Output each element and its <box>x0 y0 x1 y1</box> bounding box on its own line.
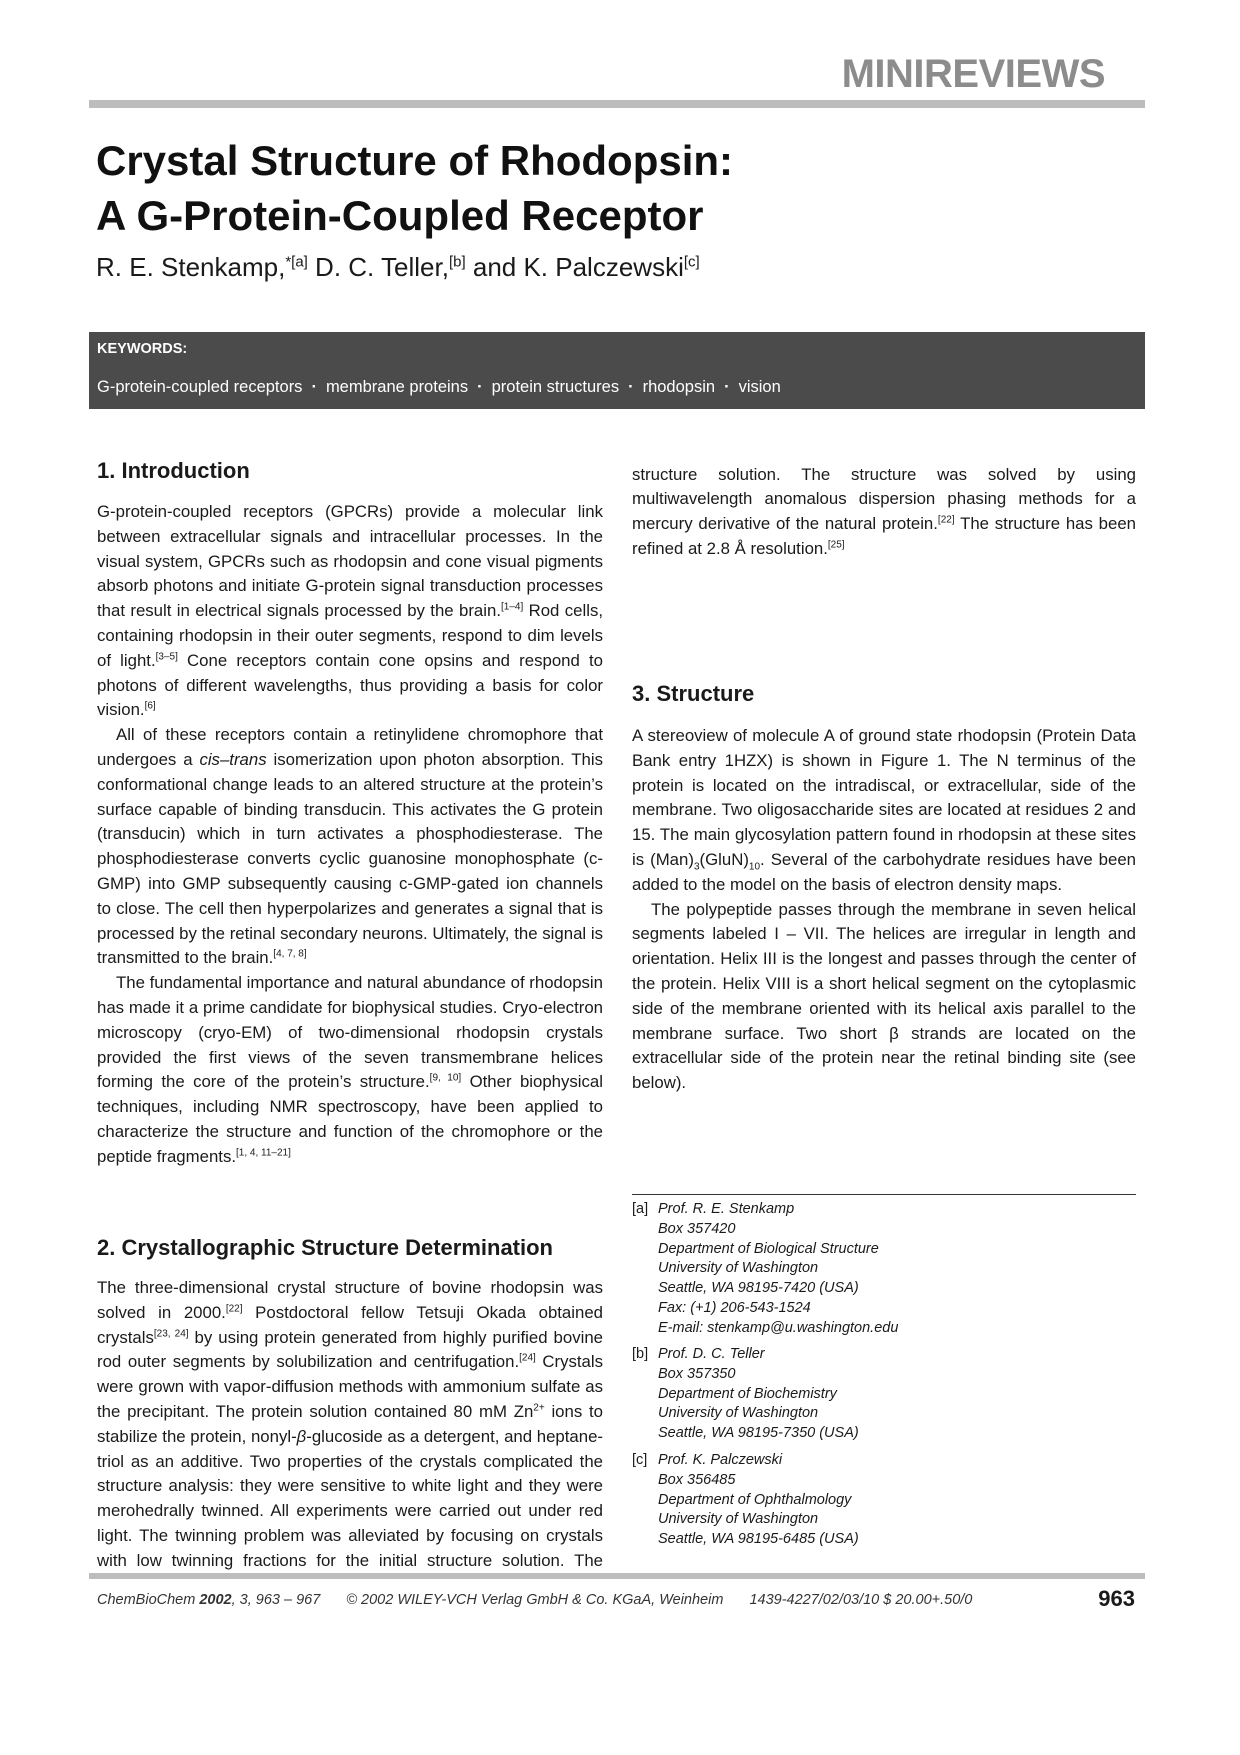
title-line-1: Crystal Structure of Rhodopsin: <box>96 137 734 184</box>
keyword-item: membrane proteins <box>325 378 469 396</box>
keyword-separator: · <box>628 378 634 396</box>
citation: [1, 4, 11–21] <box>236 1147 291 1159</box>
intro-paragraph-2 <box>97 723 603 971</box>
affiliation-line: University of Washington <box>658 1405 819 1422</box>
intro-paragraph-1 <box>97 500 603 723</box>
affiliation-line: Seattle, WA 98195-7420 (USA) <box>658 1280 859 1297</box>
citation: [1–4] <box>500 601 524 613</box>
text-run: The fundamental importance and natural abundance of rhodopsin has made it a prime candidate for biophysical studies. Cryo-electron microscopy (cryo-EM) of two-dimensional rhodopsin crystals provided the first views of the seven transmembrane helices forming the core of the protein’s structure. <box>97 973 603 1092</box>
affiliation-label: [c] <box>632 1452 648 1468</box>
citation: [22] <box>937 514 955 526</box>
structure-paragraph-2: The polypeptide passes through the membrane in seven helical segments labeled I – VII. The helices are irregular in length and orientation. Helix III is the longest and passes through the center of the protein. Helix VIII is a short helical segment on the cytoplasmic side of the membrane oriented with its helical axis parallel to the membrane surface. Two short β strands are located on the extracellular side of the protein near the retinal binding site (see below). <box>632 899 1136 1093</box>
affiliation-label: [a] <box>632 1201 649 1217</box>
text-run: . Several of the carbohydrate residues have been added to the model on the basis of electron density maps. <box>632 849 1136 894</box>
text-run: The three-dimensional crystal structure of bovine rhodopsin was solved in 2000. <box>97 1278 603 1322</box>
text-run: isomerization upon photon absorption. This conformational change leads to an altered structure at the protein’s surface capable of binding transducin. This activates the G protein (transducin) which in turn activates a phosphodiesterase. The phosphodiesterase converts cyclic guanosine monophosphate (c-GMP) into GMP subsequently causing c-GMP-gated ion channels to close. The cell then hyperpolarizes and generates a signal that is processed by the retinal secondary neurons. Ultimately, the signal is transmitted to the brain. <box>97 749 604 968</box>
journal-name: ChemBioChem <box>97 1592 200 1608</box>
affiliation-line: Prof. R. E. Stenkamp <box>658 1201 795 1217</box>
crystal-paragraph-1-continued <box>632 463 1136 562</box>
citation: [25] <box>827 539 845 551</box>
text-run: G-protein-coupled receptors (GPCRs) provide a molecular link between extracellular signals and intracellular processes. In the visual system, GPCRs such as rhodopsin and cone visual pigments absorb photons and initiate G-protein signal transduction processes that result in electrical signals processed by the brain. <box>97 502 603 621</box>
citation: [4, 7, 8] <box>273 948 307 960</box>
citation: [9, 10] <box>429 1072 462 1084</box>
affiliation-line: Prof. D. C. Teller <box>658 1346 765 1362</box>
text-run: Other biophysical techniques, including NMR spectroscopy, have been applied to characterize the structure and function of the chromophore or the peptide fragments. <box>97 1072 603 1166</box>
text-run: Rod cells, containing rhodopsin in their outer segments, respond to dim levels of light. <box>97 601 603 670</box>
ion-charge: 2+ <box>533 1402 545 1414</box>
keyword-separator: · <box>477 378 483 396</box>
author-name: and K. Palczewski <box>465 252 684 282</box>
structure-heading: 3. Structure <box>632 681 755 706</box>
affiliation-line: Prof. K. Palczewski <box>658 1452 783 1468</box>
footer-citation <box>97 1592 972 1608</box>
keyword-separator: · <box>724 378 730 396</box>
keywords-title: KEYWORDS: <box>97 341 188 357</box>
article-title <box>96 133 1096 243</box>
italic-term: cis–trans <box>199 749 267 769</box>
text-run: All of these receptors contain a retinylidene chromophore that undergoes a <box>97 725 603 769</box>
page-number: 963 <box>1098 1586 1135 1611</box>
affiliation-line: Seattle, WA 98195-6485 (USA) <box>658 1531 859 1548</box>
text-run: The structure has been refined at 2.8 Å resolution. <box>632 514 1136 558</box>
author-list <box>96 252 700 283</box>
citation: [24] <box>519 1352 536 1364</box>
text-run: structure solution. The structure was solved by using multiwavelength anomalous dispersion phasing methods for a mercury derivative of the natural protein. <box>632 464 1136 534</box>
affiliation-line: Box 356485 <box>658 1471 736 1488</box>
greek-beta: β <box>296 1426 307 1446</box>
affiliation-line: University of Washington <box>658 1260 819 1277</box>
keywords-list <box>97 378 781 397</box>
text-run: Postdoctoral fellow Tetsuji Okada obtained crystals <box>97 1302 603 1347</box>
text-run: Cone receptors contain cone opsins and respond to photons of different wavelengths, thus providing a basis for color vision. <box>97 650 603 720</box>
citation: [3–5] <box>155 651 178 663</box>
top-divider <box>89 100 1145 108</box>
author-name: R. E. Stenkamp, <box>96 252 286 282</box>
affiliation-line: Department of Biochemistry <box>658 1385 837 1402</box>
keyword-item: rhodopsin <box>642 378 716 396</box>
structure-body <box>632 724 1136 1096</box>
copyright-notice: © 2002 WILEY-VCH Verlag GmbH & Co. KGaA, Weinheim <box>346 1592 724 1608</box>
affiliations-divider <box>632 1194 1136 1195</box>
intro-heading: 1. Introduction <box>97 458 250 483</box>
subscript: 3 <box>693 861 700 873</box>
keywords-box <box>89 332 1145 409</box>
intro-body <box>97 500 603 1170</box>
crystal-continuation-window <box>632 463 1136 613</box>
affiliation-line: Seattle, WA 98195-7350 (USA) <box>658 1425 859 1442</box>
structure-paragraph-1 <box>632 724 1136 898</box>
affiliation-label: [b] <box>632 1346 649 1362</box>
text-run: by using protein generated from highly purified bovine rod outer segments by solubilization and centrifugation. <box>97 1327 603 1372</box>
volume-pages: , 3, 963 – 967 <box>231 1592 321 1608</box>
author-affiliation-mark: [b] <box>448 253 466 271</box>
author-name: D. C. Teller, <box>307 252 449 282</box>
affiliation-line: Department of Biological Structure <box>658 1240 879 1257</box>
intro-paragraph-3 <box>97 971 603 1169</box>
title-line-2: A G-Protein-Coupled Receptor <box>96 192 704 239</box>
section-label: MINIREVIEWS <box>841 52 1105 96</box>
citation: [23, 24] <box>153 1328 189 1339</box>
affiliation-line: University of Washington <box>658 1511 819 1528</box>
affiliation-line: Fax: (+1) 206-543-1524 <box>658 1299 811 1316</box>
subscript: 10 <box>748 861 761 873</box>
affiliation-email[interactable]: E-mail: stenkamp@u.washington.edu <box>658 1319 899 1336</box>
text-run: Crystals were grown with vapor-diffusion methods with ammonium sulfate as the precipitant. The protein solution contained 80 mM Zn <box>97 1352 603 1421</box>
crystal-body <box>97 1276 603 1574</box>
keyword-separator: · <box>311 378 317 396</box>
crystal-heading: 2. Crystallographic Structure Determination <box>97 1235 553 1260</box>
affiliation-line: Box 357420 <box>658 1220 736 1237</box>
crystal-continuation <box>632 463 1136 562</box>
citation: [22] <box>225 1303 243 1315</box>
bottom-divider <box>89 1573 1145 1579</box>
journal-year: 2002 <box>199 1592 232 1608</box>
citation: [6] <box>144 700 156 712</box>
crystal-paragraph-1 <box>97 1276 603 1574</box>
affiliation-line: Department of Ophthalmology <box>658 1491 852 1508</box>
keyword-item: vision <box>738 378 781 396</box>
text-run: A stereoview of molecule A of ground state rhodopsin (Protein Data Bank entry 1HZX) is shown in Figure 1. The N terminus of the protein is located on the intradiscal, or extracellular, side of the membrane. Two oligosaccharide sites are located at residues 2 and 15. The main glycosylation pattern found in rhodopsin at these sites is (Man) <box>632 726 1136 869</box>
text-run: ions to stabilize the protein, nonyl- <box>97 1401 603 1446</box>
issn-price: 1439-4227/02/03/10 $ 20.00+.50/0 <box>749 1592 973 1608</box>
keyword-item: protein structures <box>491 378 620 396</box>
keyword-item: G-protein-coupled receptors <box>97 378 303 396</box>
author-affiliation-mark: [c] <box>683 253 700 271</box>
author-affiliation-mark: *[a] <box>285 253 308 271</box>
affiliation-line: Box 357350 <box>658 1365 736 1382</box>
text-run: -glucoside as a detergent, and heptane-triol as an additive. Two properties of the crystals complicated the structure analysis: they were sensitive to white light and they were merohedrally twinned. All experiments were carried out under red light. The twinning problem was alleviated by focusing on crystals with low twinning fractions for the initial structure solution. The <box>97 1426 603 1570</box>
text-run: (GluN) <box>699 849 749 869</box>
